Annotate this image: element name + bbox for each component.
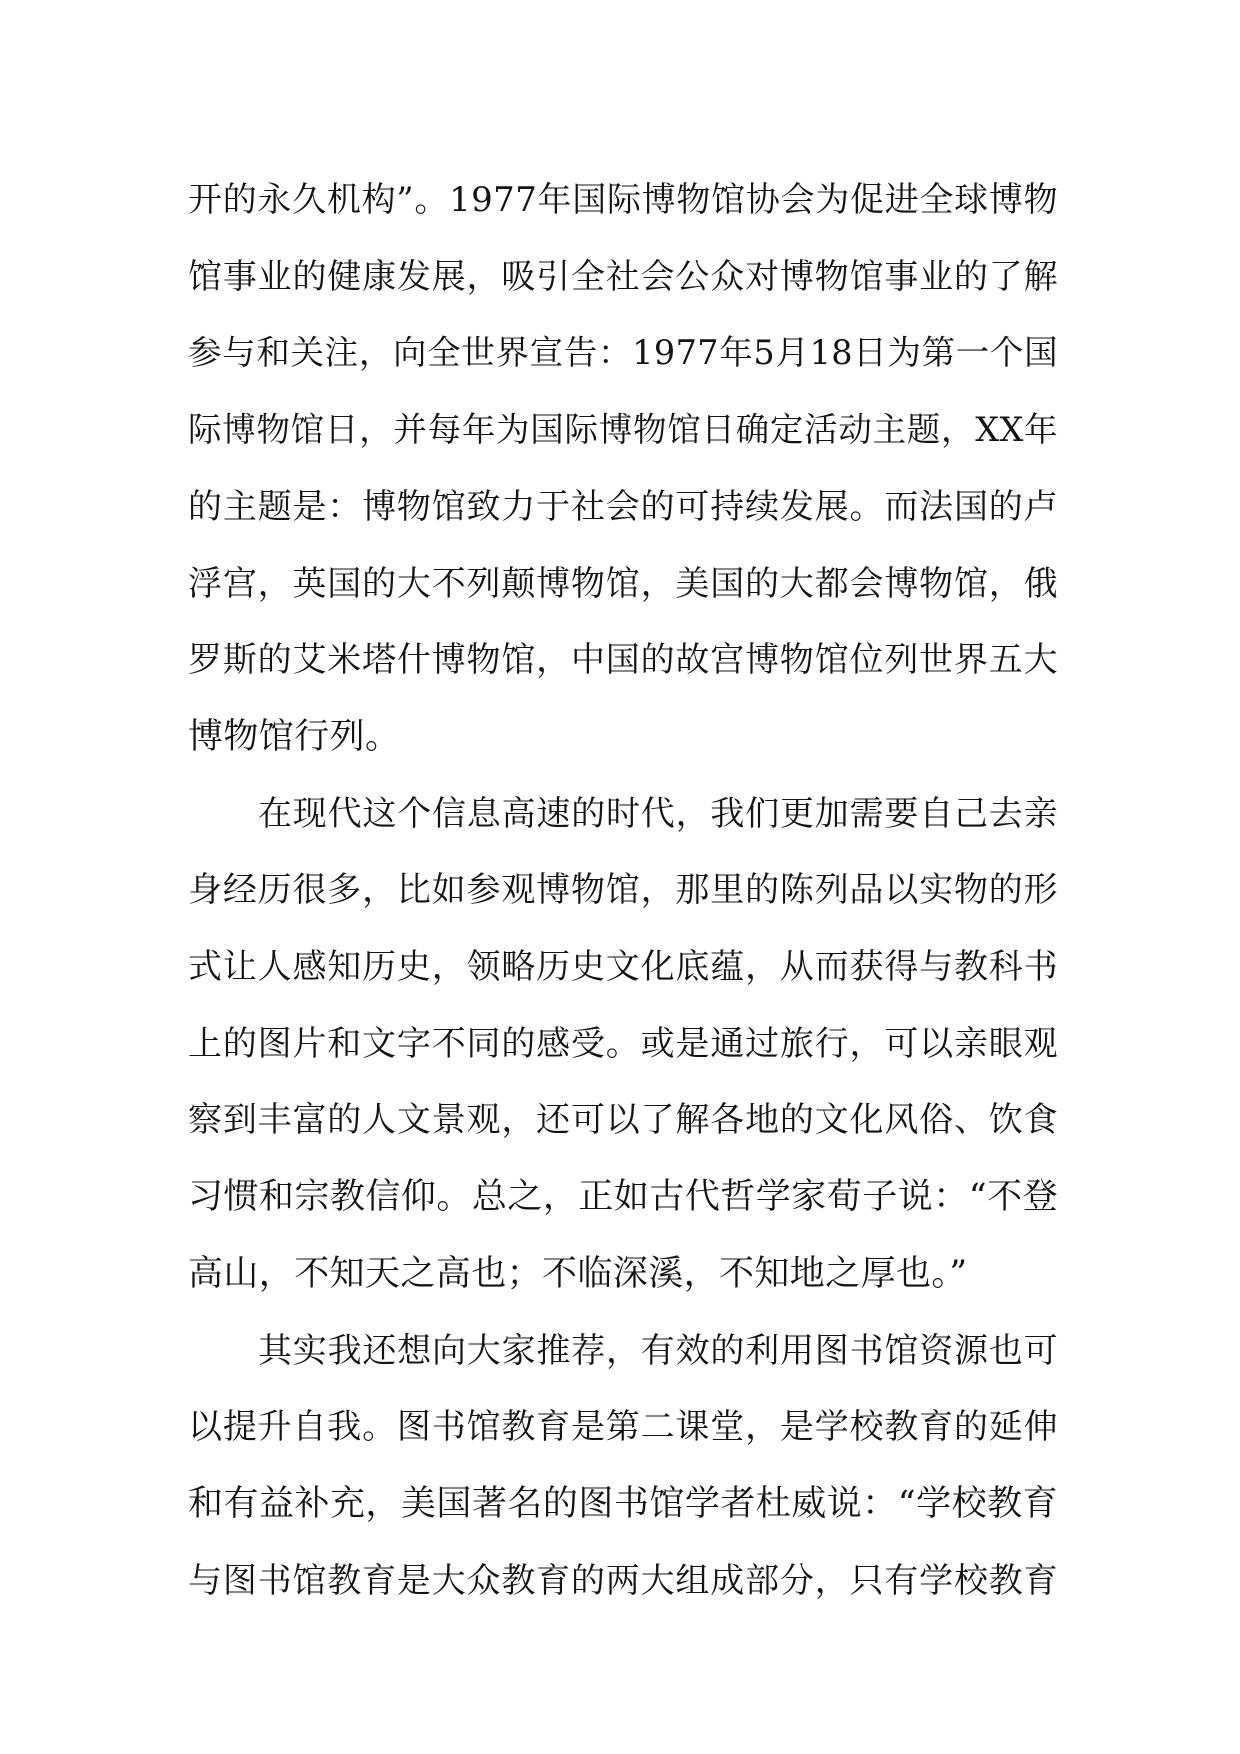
text-line: 其实我还想向大家推荐，有效的利用图书馆资源也可 <box>258 1330 1058 1371</box>
text-line: 博物馆行列。 <box>188 716 401 757</box>
paragraph-experience <box>188 776 1058 1313</box>
text-line: 习惯和宗教信仰。总之，正如古代哲学家荀子说：“不登 <box>188 1177 1058 1218</box>
text-line: 际博物馆日，并每年为国际博物馆日确定活动主题，XX年 <box>188 410 1058 450</box>
text-line: 高山，不知天之高也；不临深溪，不知地之厚也。” <box>188 1253 968 1294</box>
text-line: 和有益补充，美国著名的图书馆学者杜威说：“学校教育 <box>188 1483 1058 1524</box>
text-line: 参与和关注，向全世界宣告：1977年5月18日为第一个国 <box>188 333 1058 373</box>
text-line: 式让人感知历史，领略历史文化底蕴，从而获得与教科书 <box>188 947 1058 988</box>
text-line: 与图书馆教育是大众教育的两大组成部分，只有学校教育 <box>188 1560 1058 1601</box>
text-line: 身经历很多，比如参观博物馆，那里的陈列品以实物的形 <box>188 870 1058 911</box>
text-line: 上的图片和文字不同的感受。或是通过旅行，可以亲眼观 <box>188 1023 1058 1064</box>
document-body <box>188 162 1058 1619</box>
text-line: 罗斯的艾米塔什博物馆，中国的故宫博物馆位列世界五大 <box>188 640 1058 681</box>
paragraph-library <box>188 1313 1058 1620</box>
paragraph-museum-day <box>188 162 1058 776</box>
text-line: 开的永久机构”。1977年国际博物馆协会为促进全球博物 <box>188 180 1058 220</box>
text-line: 的主题是：博物馆致力于社会的可持续发展。而法国的卢 <box>188 486 1058 527</box>
text-line: 在现代这个信息高速的时代，我们更加需要自己去亲 <box>258 793 1058 834</box>
text-line: 以提升自我。图书馆教育是第二课堂，是学校教育的延伸 <box>188 1407 1058 1448</box>
text-line: 馆事业的健康发展，吸引全社会公众对博物馆事业的了解 <box>188 256 1058 297</box>
text-line: 浮宫，英国的大不列颠博物馆，美国的大都会博物馆，俄 <box>188 563 1058 604</box>
text-line: 察到丰富的人文景观，还可以了解各地的文化风俗、饮食 <box>188 1100 1058 1141</box>
